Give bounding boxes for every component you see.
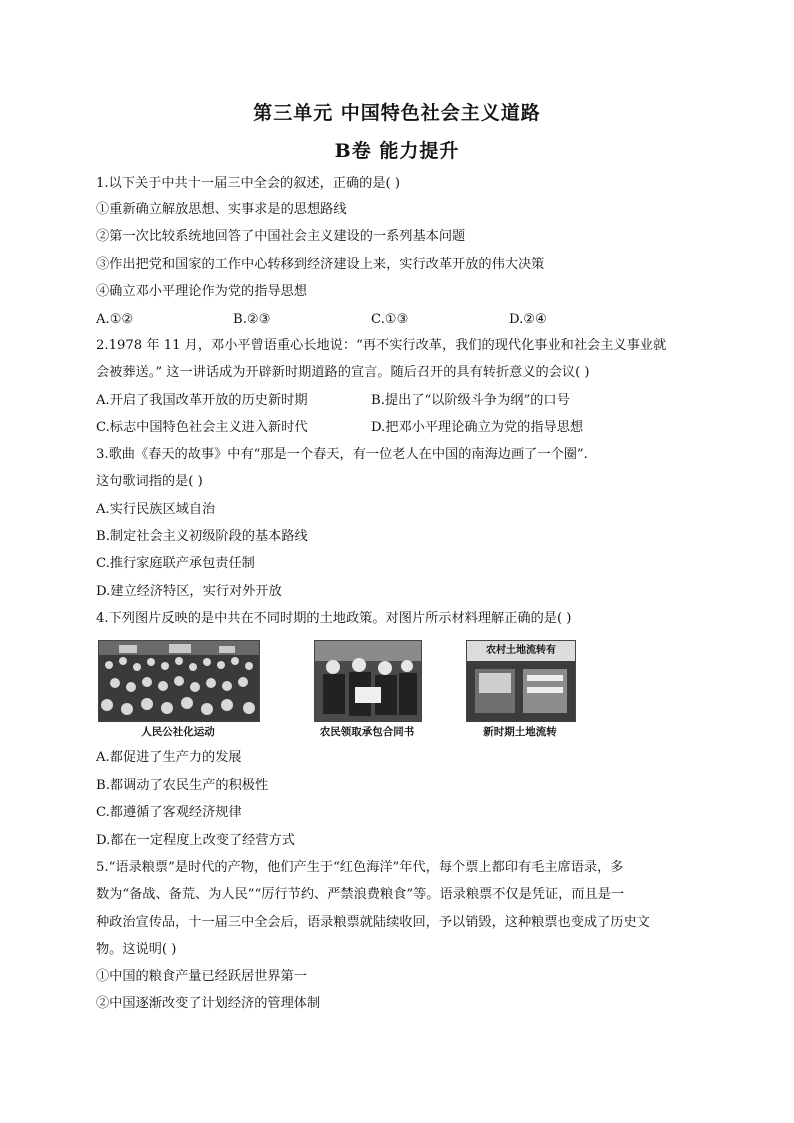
q5-stem-line-3: 种政治宣传品，十一届三中全会后，语录粮票就陆续收回，予以销毁，这种粮票也变成了历史文 xyxy=(96,915,650,930)
q2-option-a: A.开启了我国改革开放的历史新时期 xyxy=(96,393,308,408)
contract-receiving-photo xyxy=(314,640,422,722)
q4-option-a: A.都促进了生产力的发展 xyxy=(96,750,242,765)
commune-movement-photo xyxy=(98,640,260,722)
q3-option-b: B.制定社会主义初级阶段的基本路线 xyxy=(96,529,308,544)
q1-option-a: A.①② xyxy=(96,312,134,327)
office-front-image xyxy=(467,661,575,721)
q5-item-2: ②中国逐渐改变了计划经济的管理体制 xyxy=(96,996,321,1011)
q5-stem-line-1: 5.“语录粮票”是时代的产物，他们产生于“红色海洋”年代，每个票上都印有毛主席语录，多 xyxy=(96,860,624,875)
figure-1-caption: 人民公社化运动 xyxy=(141,726,215,738)
office-sign: 农村土地流转有 xyxy=(467,641,575,661)
q2-option-c: C.标志中国特色社会主义进入新时代 xyxy=(96,420,308,435)
q1-option-b: B.②③ xyxy=(233,312,271,327)
q4-option-b: B.都调动了农民生产的积极性 xyxy=(96,778,269,793)
q1-stem: 1.以下关于中共十一届三中全会的叙述，正确的是( ) xyxy=(96,176,400,191)
figure-3-caption: 新时期土地流转 xyxy=(483,726,557,738)
q2-option-b: B.提出了“以阶级斗争为纲”的口号 xyxy=(371,393,570,408)
crowd-image xyxy=(99,641,259,721)
q1-item-3: ③作出把党和国家的工作中心转移到经济建设上来，实行改革开放的伟大决策 xyxy=(96,257,545,272)
q3-stem-line-1: 3.歌曲《春天的故事》中有“那是一个春天，有一位老人在中国的南海边画了一个圈”. xyxy=(96,447,588,462)
land-transfer-photo xyxy=(466,640,576,722)
figure-2-caption: 农民领取承包合同书 xyxy=(319,726,415,738)
q3-option-d: D.建立经济特区，实行对外开放 xyxy=(96,584,282,599)
q4-option-d: D.都在一定程度上改变了经营方式 xyxy=(96,833,295,848)
q5-item-1: ①中国的粮食产量已经跃居世界第一 xyxy=(96,969,307,984)
q5-stem-line-4: 物。这说明( ) xyxy=(96,942,177,957)
q5-stem-line-2: 数为“备战、备荒、为人民”“厉行节约、严禁浪费粮食”等。语录粮票不仅是凭证，而且是一 xyxy=(96,887,625,902)
section-title: B卷 能力提升 xyxy=(334,140,460,162)
q1-item-2: ②第一次比较系统地回答了中国社会主义建设的一系列基本问题 xyxy=(96,229,466,244)
q3-stem-line-2: 这句歌词指的是( ) xyxy=(96,474,203,489)
q4-option-c: C.都遵循了客观经济规律 xyxy=(96,805,242,820)
q2-stem-line-1: 2.1978 年 11 月，邓小平曾语重心长地说：“再不实行改革，我们的现代化事业和社会主义事业就 xyxy=(96,338,667,353)
q2-stem-line-2: 会被葬送。” 这一讲话成为开辟新时期道路的宣言。随后召开的具有转折意义的会议( ) xyxy=(96,365,590,380)
q1-option-c: C.①③ xyxy=(371,312,409,327)
q1-item-4: ④确立邓小平理论作为党的指导思想 xyxy=(96,284,307,299)
q3-option-c: C.推行家庭联产承包责任制 xyxy=(96,556,255,571)
q1-option-d: D.②④ xyxy=(509,312,547,327)
q2-option-d: D.把邓小平理论确立为党的指导思想 xyxy=(371,420,584,435)
q1-item-1: ①重新确立解放思想、实事求是的思想路线 xyxy=(96,202,347,217)
q3-option-a: A.实行民族区域自治 xyxy=(96,502,216,517)
farmers-image xyxy=(315,641,421,721)
unit-title: 第三单元 中国特色社会主义道路 xyxy=(253,102,541,124)
q4-stem: 4.下列图片反映的是中共在不同时期的土地政策。对图片所示材料理解正确的是( ) xyxy=(96,611,572,626)
